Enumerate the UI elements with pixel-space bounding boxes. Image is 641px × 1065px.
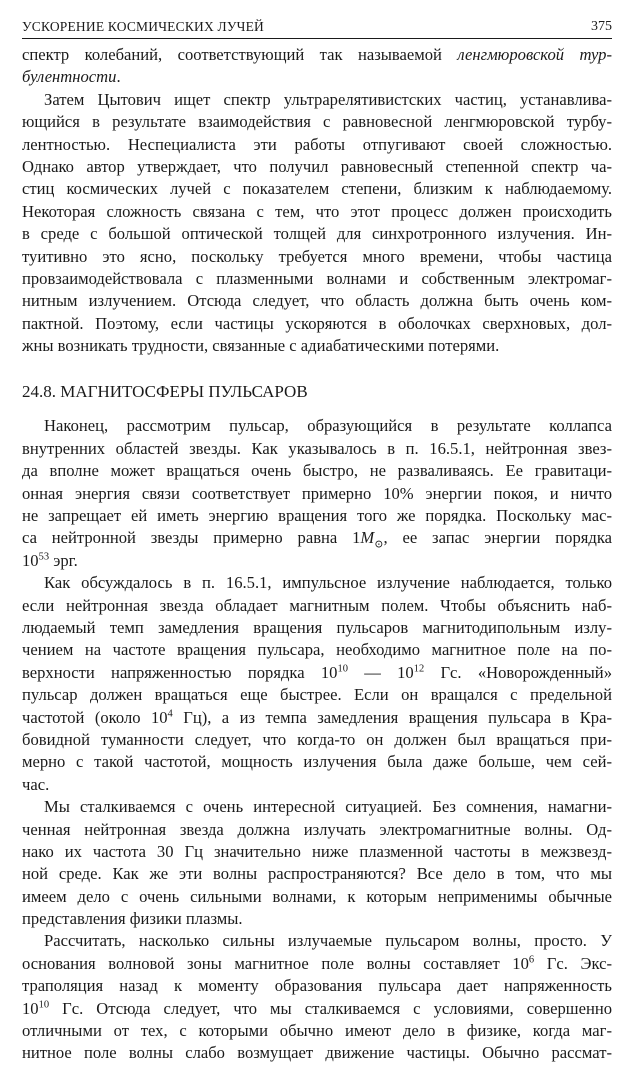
running-title: УСКОРЕНИЕ КОСМИЧЕСКИХ ЛУЧЕЙ — [22, 19, 264, 34]
text-line: спектр колебаний, соответствующий так называемой ленгмюровской тур- — [22, 45, 612, 64]
text-line: пульсар должен вращаться еще быстрее. Если он вращался с предельной — [22, 685, 612, 705]
text-line: нитным излучением. Отсюда следует, что область должна быть очень ком- — [22, 291, 612, 311]
text-line: лентностью. Неспециалиста эти работы отпугивают своей сложностью. — [22, 134, 612, 154]
exponent: 12 — [413, 663, 425, 675]
text-line: частотой (около $10^4$ Гц), а из темпа замедления вращения пульсара в Кра- — [22, 707, 612, 727]
text-line: пактной. Поэтому, если частицы ускоряются в оболочках сверхновых, дол- — [22, 313, 612, 333]
exponent: 4 — [167, 708, 173, 720]
text-line: имеем дело с очень сильными волнами, к которым неприменимы обычные — [22, 886, 612, 906]
exponent: 10 — [337, 663, 348, 675]
page-number: 375 — [591, 19, 612, 34]
text-line: основания волновой зоны магнитное поле волны составляет $10^6$ Гс. Экс- — [22, 953, 612, 973]
text-line: траполяция назад к моменту образования пульсара дает напряженность — [22, 976, 612, 996]
heading-gap — [22, 405, 612, 415]
text-line: онная энергия связи соответствует примерно 10% энергии покоя, и ничто — [22, 483, 612, 503]
section-heading: 24.8. МАГНИТОСФЕРЫ ПУЛЬСАРОВ — [22, 382, 308, 402]
text-line: людаемый темп замедления вращения пульсаров магнитодипольным излу- — [22, 617, 612, 637]
text-line: нитное поле волны слабо возмущает движение частицы. Обычно рассмат- — [22, 1043, 612, 1063]
text-line: да вполне может вращаться очень быстро, не разваливаясь. Ее гравитаци- — [22, 461, 612, 481]
text-line: внутренних областей звезды. Как указывалось в п. 16.5.1, нейтронная звез- — [22, 438, 612, 458]
text-line: час. — [22, 774, 50, 794]
text-line: Наконец, рассмотрим пульсар, образующийся в результате коллапса — [44, 416, 612, 436]
text-line: представления физики плазмы. — [22, 909, 243, 929]
solar-mass-symbol: M — [360, 528, 375, 548]
text-line: стиц космических лучей с показателем степени, близким к наблюдаемому. — [22, 179, 612, 199]
text-line: верхности напряженностью порядка $10^{10}$ — $10^{12}$ Гс. «Новорожденный» — [22, 662, 612, 682]
text-line: если нейтронная звезда обладает магнитным полем. Чтобы объяснить наб- — [22, 595, 612, 615]
text-line: в среде с большой оптической толщей для синхротронного излучения. Ин- — [22, 224, 612, 244]
text-line: туитивно это ясно, поскольку требуется много времени, чтобы частица — [22, 246, 612, 266]
text-line: Мы сталкиваемся с очень интересной ситуацией. Без сомнения, намагни- — [44, 797, 612, 817]
text-line: Однако автор утверждает, что получил равновесный степенной спектр ча- — [22, 156, 612, 176]
text-line: ющийся в результате взаимодействия с равновесной ленгмюровской турбу- — [22, 112, 612, 132]
text-line: $10^{10}$ Гс. Отсюда следует, что мы сталкиваемся с условиями, совершенно — [22, 998, 612, 1018]
page-body — [22, 44, 612, 1065]
italic-term: булентности — [22, 67, 117, 87]
text-line: жны возникать трудности, связанные с адиабатическими потерями. — [22, 336, 500, 356]
sun-symbol: ⊙ — [374, 538, 384, 551]
exponent: 6 — [528, 954, 535, 966]
exponent: 10 — [38, 999, 50, 1011]
text-line: ченная нейтронная звезда должна излучать электромагнитные волны. Од- — [22, 819, 612, 839]
text-line: нако их частота 30 Гц значительно ниже плазменной частоты в межзвезд- — [22, 841, 612, 861]
text-line: провзаимодействовала с плазменными волнами и собственным электромаг- — [22, 268, 612, 288]
text-line: чением на частоте вращения пульсара, необходимо магнитное поле на по- — [22, 640, 612, 660]
section-gap — [22, 357, 612, 379]
text-line: мерно с такой частотой, мощность излучения была даже больше, чем сей- — [22, 752, 612, 772]
text-line: $10^{53}$ эрг. — [22, 550, 78, 570]
exponent: 53 — [38, 551, 50, 563]
text-line: Некоторая сложность связана с тем, что этот процесс должен происходить — [22, 201, 612, 221]
running-head — [22, 12, 612, 39]
text-line: Рассчитать, насколько сильны излучаемые пульсаром волны, просто. У — [44, 931, 612, 951]
text-line: бовидной туманности следует, что когда-то он должен был вращаться при- — [22, 729, 612, 749]
text-line: Как обсуждалось в п. 16.5.1, импульсное излучение наблюдается, только — [44, 573, 612, 593]
text-line: са нейтронной звезды примерно равна $1M_⊙$, ее запас энергии порядка — [22, 528, 612, 551]
text-line: отличными от тех, с которыми обычно имеют дело в физике, когда маг- — [22, 1021, 612, 1041]
italic-term: ленгмюровской тур- — [457, 45, 612, 64]
text-line: ной среде. Как же эти волны распространяются? Все дело в том, что мы — [22, 864, 612, 884]
text-line: не запрещает ей иметь энергию вращения того же порядка. Поскольку мас- — [22, 506, 612, 526]
text-line: Затем Цытович ищет спектр ультрарелятивистских частиц, устанавлива- — [44, 89, 612, 109]
text-line: булентности. — [22, 67, 121, 87]
